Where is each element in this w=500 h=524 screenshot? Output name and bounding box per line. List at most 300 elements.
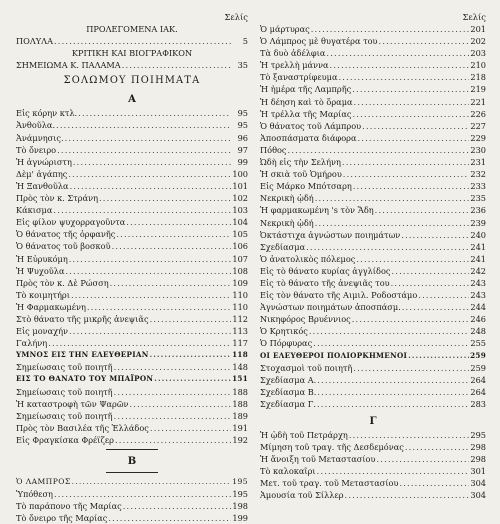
entry-title: Ὁ Πόρφυρας (260, 338, 313, 349)
index-entry (260, 217, 486, 229)
divider (106, 449, 158, 450)
divider (106, 472, 158, 473)
dot-leader (150, 313, 231, 325)
entry-title: Κάκισμα (16, 205, 53, 216)
entry-page-number: 95 (237, 120, 248, 131)
entry-page-number: 191 (232, 422, 248, 433)
entry-page-number: 246 (470, 314, 486, 325)
entry-title: Ὁ θάνατος τοῦ βοσκοῦ (16, 241, 111, 252)
dot-leader (391, 265, 469, 277)
entry-page-number: 259 (470, 350, 486, 360)
entry-page-number: 232 (470, 169, 486, 180)
entry-page-number: 110 (232, 289, 248, 300)
dot-leader (53, 204, 231, 216)
entry-page-number: 151 (232, 374, 248, 384)
entry-page-number: 226 (470, 108, 486, 119)
entry-page-number: 241 (470, 253, 486, 264)
entry-title: Ἡ τρελλὴ μάννα (260, 60, 329, 71)
entry-page-number: 108 (232, 265, 248, 276)
dot-leader (315, 192, 469, 204)
entry-title: Τὰ δυὸ ἀδέλφια (260, 48, 326, 59)
index-entry (260, 168, 486, 180)
entry-title: Σημείωσαις τοῦ ποιητῆ (16, 386, 113, 397)
entry-title: Ὑπόθεση (16, 489, 53, 500)
entry-title: Νικηφόρος Βρυέννιος (260, 314, 351, 325)
entry-title: Ὁ θάνατος τῆς ὀρφανῆς (16, 229, 116, 240)
dot-leader (375, 204, 469, 216)
index-entry (260, 253, 486, 265)
entry-title: Ὁ ἀνατολικὸς πόλεμος (260, 253, 356, 264)
entry-page-number: 298 (470, 454, 486, 465)
entry-page-number: 5 (242, 36, 248, 47)
dot-leader (110, 277, 231, 289)
entry-title: Νεκρικὴ ᾠδή (260, 193, 314, 204)
entry-title: Ἡ Ξανθοῦλα (16, 180, 69, 191)
dot-leader (313, 337, 469, 349)
index-entry (260, 265, 486, 277)
index-entry (16, 476, 248, 488)
right-column (260, 0, 486, 502)
dot-leader (115, 434, 231, 446)
entry-page-number: 188 (232, 386, 248, 397)
index-entry (260, 374, 486, 386)
page-column-header: Σελίς (224, 12, 248, 22)
entry-page-number: 231 (470, 157, 486, 168)
entry-page-number: 202 (470, 36, 486, 47)
entry-page-number: 113 (232, 326, 248, 337)
entry-title: Πρὸς τὸν κ. Δὲ Ρώσση (16, 277, 109, 288)
entry-title: Πρὸς τὸν Βασιλέα τῆς Ἑλλάδος (16, 422, 149, 433)
entry-page-number: 243 (470, 290, 486, 301)
entry-page-number: 236 (470, 205, 486, 216)
left-column (16, 0, 248, 524)
entry-page-number: 235 (470, 193, 486, 204)
entry-page-number: 35 (237, 60, 248, 71)
page-column-header: Σελίς (462, 12, 486, 22)
dot-leader (405, 441, 469, 453)
dot-leader (379, 35, 469, 47)
dot-leader (112, 240, 231, 252)
dot-leader (78, 107, 231, 119)
index-entry (260, 120, 486, 132)
index-entry (16, 398, 248, 410)
index-entry (16, 325, 248, 337)
index-entry (16, 289, 248, 301)
entry-title: Ἡ Εὐρυκόμη (16, 253, 68, 264)
entry-page-number: 243 (470, 277, 486, 288)
entry-title: Ἡ φαρμακωμένη 's τὸν Ἅδη (260, 205, 374, 216)
dot-leader (69, 325, 231, 337)
dot-leader (352, 313, 469, 325)
index-entry (260, 386, 486, 398)
index-entry (16, 512, 248, 524)
index-entry (16, 422, 248, 434)
entry-page-number: 99 (237, 156, 248, 167)
dot-leader (87, 301, 231, 313)
entry-title: Τὸ ξαναστρίφευμα (260, 72, 338, 83)
entry-title: Ὁ μάρτυρας (260, 24, 310, 34)
index-entry (16, 277, 248, 289)
dot-leader (408, 350, 469, 362)
dot-leader (72, 476, 231, 488)
index-entry (260, 350, 486, 362)
entry-page-number: 195 (232, 477, 248, 486)
dot-leader (317, 465, 469, 477)
entry-page-number: 248 (470, 326, 486, 337)
index-entry (260, 229, 486, 241)
entry-title: Ἡ ἀγνώριστη (16, 156, 72, 167)
dot-leader (317, 386, 469, 398)
index-entry (260, 398, 486, 410)
entry-page-number: 198 (232, 501, 248, 512)
dot-leader (69, 253, 231, 265)
entry-page-number: 107 (232, 253, 248, 264)
entry-page-number: 106 (232, 241, 248, 252)
index-entry (260, 192, 486, 204)
dot-leader (114, 410, 231, 422)
index-entry (260, 71, 486, 83)
entry-title: Σημείωσαις τοῦ ποιητῆ (16, 362, 113, 373)
section-letter-c: Γ (369, 416, 377, 427)
entry-title: Στὸ θάνατο τῆς μικρῆς ἀνεψιᾶς (16, 313, 149, 324)
entry-title: Ἡ ἄνοιξη τοῦ Μεταστασίου (260, 454, 376, 465)
entry-page-number: 110 (232, 301, 248, 312)
entry-page-number: 301 (470, 466, 486, 477)
index-entry (260, 289, 486, 301)
dot-leader (317, 374, 469, 386)
entry-title: Ἡ ᾠδὴ τοῦ Πετράρχη (260, 430, 348, 440)
index-entry (16, 216, 248, 228)
entry-page-number: 104 (232, 217, 248, 228)
entry-page-number: 101 (232, 180, 248, 191)
entry-page-number: 203 (470, 48, 486, 59)
index-entry (260, 23, 486, 35)
entry-page-number: 210 (470, 60, 486, 71)
index-entry (16, 192, 248, 204)
index-entry (260, 277, 486, 289)
index-entry (16, 107, 248, 119)
entry-title: Ὠδὴ εἰς τὴν Σελήνη (260, 157, 341, 168)
index-entry (16, 253, 248, 265)
dot-leader (108, 512, 231, 524)
entry-title: Ἀνάμνησις. (16, 132, 64, 143)
dot-leader (342, 156, 469, 168)
dot-leader (114, 361, 231, 373)
index-entry (260, 241, 486, 253)
section-title: ΣΟΛΩΜΟΥ ΠΟΙΗΜΑΤΑ (63, 75, 201, 87)
dot-leader (54, 35, 231, 47)
entry-title: Ὁ ΛΑΜΠΡΟΣ (16, 477, 71, 486)
dot-leader (352, 83, 469, 95)
index-entry (16, 180, 248, 192)
entry-page-number: 195 (232, 489, 248, 500)
entry-title: Ἡ δέηση καὶ τὸ ὅραμα (260, 96, 353, 107)
index-entry (260, 156, 486, 168)
dot-leader (123, 500, 231, 512)
index-entry (260, 465, 486, 477)
entry-page-number: 230 (470, 144, 486, 155)
dot-leader (326, 47, 469, 59)
index-entry (260, 35, 486, 47)
entry-title: ΥΜΝΟΣ ΕΙΣ ΤΗΝ ΕΛΕΥΘΕΡΙΑΝ (16, 350, 149, 360)
section-letter-b: Β (127, 456, 137, 467)
entry-page-number: 229 (470, 132, 486, 143)
entry-title: Ἡ τρέλλα τῆς Μαρίας (260, 108, 352, 119)
index-entry (16, 156, 248, 168)
entry-title: Πρὸς τὸν κ. Στράνη (16, 193, 98, 204)
entry-title: Εἰς φίλον ψυχορραγοῦντα (16, 217, 126, 228)
entry-title: Μετ. τοῦ τραγ. τοῦ Μεταστασίου (260, 478, 399, 489)
index-entry (16, 132, 248, 144)
entry-title: Στοχασμοὶ τοῦ ποιητῆ (260, 362, 353, 373)
index-entry (16, 228, 248, 240)
dot-leader (402, 301, 469, 313)
index-entry (260, 313, 486, 325)
dot-leader (343, 168, 469, 180)
index-entry (260, 59, 486, 71)
entry-title: Ἀποσπάσματα διάφορα (260, 132, 357, 143)
dot-leader (116, 228, 231, 240)
index-entry (16, 361, 248, 373)
index-entry (260, 301, 486, 313)
index-entry (16, 337, 248, 349)
dot-leader (306, 241, 469, 253)
dot-leader (338, 71, 469, 83)
entry-title: Σημείωσαις τοῦ ποιητῆ (16, 410, 113, 421)
entry-page-number: 259 (470, 362, 486, 373)
entry-title: Ἡ Ψυχοῦλα (16, 265, 65, 276)
dot-leader (317, 398, 469, 410)
dot-leader (401, 229, 469, 241)
index-entry (260, 325, 486, 337)
entry-page-number: 105 (232, 229, 248, 240)
entry-title: Σχεδίασμα Γ. (260, 398, 316, 409)
dot-leader (68, 168, 231, 180)
entry-page-number: 304 (470, 490, 486, 501)
entry-title: Ὁ θάνατος τοῦ Λάμπρου (260, 120, 362, 131)
index-entry (16, 373, 248, 385)
entry-page-number: 112 (232, 313, 248, 324)
dot-leader (54, 488, 231, 500)
entry-page-number: 188 (232, 398, 248, 409)
entry-title: Εἰς Φραγκίσκα Φρέϊζερ (16, 434, 114, 445)
index-entry (16, 265, 248, 277)
entry-title: Ἀνθοῦλα. (16, 120, 56, 131)
entry-title: Πόθος (260, 144, 287, 155)
index-entry (16, 240, 248, 252)
entry-title: Ἡ σκιὰ τοῦ Ὁμήρου (260, 169, 342, 180)
dot-leader (311, 23, 469, 35)
index-entry (16, 313, 248, 325)
entry-title: Ἀμουσία τοῦ Σίλλερ (260, 490, 344, 501)
entry-page-number: 241 (470, 241, 486, 252)
entry-page-number: 219 (470, 84, 486, 95)
entry-title: Ἡ καταστροφὴ τῶν Ψαρῶν (16, 398, 129, 409)
entry-title: Σχεδίασμα Α. (260, 374, 317, 385)
entry-page-number: 295 (470, 430, 486, 440)
index-entry (16, 144, 248, 156)
entry-title: Σχεδίασμα Β. (260, 386, 317, 397)
dot-leader (65, 265, 231, 277)
index-entry (16, 35, 248, 47)
index-entry (16, 59, 248, 71)
entry-title: Εἰς μοναχήν (16, 326, 68, 337)
entry-page-number: 103 (232, 205, 248, 216)
entry-page-number: 189 (232, 410, 248, 421)
dot-leader (399, 477, 469, 489)
entry-title: Τὸ ὄνειρο τῆς Μαρίας (16, 513, 108, 524)
dot-leader (358, 132, 470, 144)
entry-title: ΠΡΟΛΕΓΟΜΕΝΑ ΙΑΚ. (86, 24, 178, 34)
dot-leader (150, 349, 231, 361)
index-entry (260, 144, 486, 156)
dot-leader (288, 144, 469, 156)
entry-page-number: 97 (237, 144, 248, 155)
entry-title: Εἰς Μάρκο Μπότσαρη (260, 181, 352, 192)
index-entry (260, 441, 486, 453)
entry-page-number: 242 (470, 265, 486, 276)
index-entry (16, 204, 248, 216)
index-entry (16, 301, 248, 313)
entry-title: ΚΡΙΤΙΚΗ ΚΑΙ ΒΙΟΓΡΑΦΙΚΟΝ (71, 48, 193, 59)
index-entry (16, 168, 248, 180)
index-entry (260, 477, 486, 489)
section-letter-a: Α (128, 94, 136, 106)
index-entry (260, 96, 486, 108)
entry-page-number: 102 (232, 193, 248, 204)
index-entry (260, 337, 486, 349)
index-entry (16, 349, 248, 361)
entry-title: Ἡ ἡμέρα τῆς Λαμπρῆς (260, 84, 352, 95)
entry-page-number: 244 (470, 302, 486, 313)
dot-leader (376, 453, 469, 465)
index-entry (16, 434, 248, 446)
entry-title: Μίμηση τοῦ τραγ. τῆς Δεσδεμόνας (260, 442, 404, 453)
dot-leader (99, 192, 231, 204)
dot-leader (122, 59, 231, 71)
entry-title: Ἡ Φαρμακωμένη (16, 301, 86, 312)
entry-title: Τὸ καλοκαῖρι (260, 466, 316, 477)
index-entry (260, 429, 486, 441)
entry-page-number: 148 (232, 362, 248, 373)
entry-page-number: 239 (470, 217, 486, 228)
index-entry (16, 23, 248, 35)
index-entry (16, 488, 248, 500)
dot-leader (315, 217, 469, 229)
dot-leader (353, 180, 469, 192)
entry-title: Ἀγνώστων ποιημάτων ἀποσπάσμ. (260, 302, 401, 313)
index-entry (260, 108, 486, 120)
index-entry (260, 204, 486, 216)
index-entry (260, 47, 486, 59)
entry-title: Τὸ παράπονο τῆς Μαρίας (16, 501, 122, 512)
dot-leader (353, 108, 470, 120)
entry-title: Τὸ ὄνειρο (16, 144, 57, 155)
dot-leader (154, 373, 231, 385)
entry-title: Ὁ Λάμπρος μὲ θυγατέρα του (260, 36, 378, 47)
index-entry (16, 119, 248, 131)
index-entry (16, 500, 248, 512)
entry-page-number: 201 (470, 24, 486, 34)
index-entry (260, 132, 486, 144)
entry-title: Σχεδίασμα (260, 241, 306, 252)
entry-title: Εἰς κόρην κτλ. (16, 108, 78, 119)
entry-page-number: 298 (470, 442, 486, 453)
entry-page-number: 218 (470, 72, 486, 83)
index-entry (260, 180, 486, 192)
entry-title: Εἰς τὸ θάνατο κυρίας ἀγγλίδος (260, 265, 391, 276)
entry-page-number: 264 (470, 386, 486, 397)
dot-leader (48, 337, 231, 349)
dot-leader (418, 289, 469, 301)
entry-title: ΟΙ ΕΛΕΥΘΕΡΟΙ ΠΟΛΙΟΡΚΗΜΕΝΟΙ (260, 350, 408, 360)
entry-title: ΠΟΛΥΛΑ (16, 36, 53, 47)
entry-page-number: 255 (470, 338, 486, 349)
dot-leader (309, 325, 469, 337)
dot-leader (114, 386, 231, 398)
entry-page-number: 233 (470, 181, 486, 192)
dot-leader (57, 144, 231, 156)
dot-leader (71, 289, 231, 301)
dot-leader (150, 422, 231, 434)
entry-title: Ὀκτάστιχα ἀγνώστων ποιημάτων (260, 229, 401, 240)
entry-title: Τὸ κοιμητήρι (16, 289, 70, 300)
entry-page-number: 192 (232, 434, 248, 445)
index-entry (16, 410, 248, 422)
dot-leader (130, 398, 232, 410)
index-entry (260, 83, 486, 95)
entry-page-number: 264 (470, 374, 486, 385)
entry-page-number: 304 (470, 478, 486, 489)
entry-title: Εἰς τὸν θάνατο τῆς Αιμιλ. Ροδοστάμο (260, 290, 418, 301)
dot-leader (356, 253, 469, 265)
entry-page-number: 240 (470, 229, 486, 240)
dot-leader (354, 96, 469, 108)
entry-page-number: 199 (232, 513, 248, 524)
entry-page-number: 117 (232, 338, 248, 349)
dot-leader (391, 277, 469, 289)
dot-leader (362, 120, 469, 132)
entry-title: Ὁ Κρητικός (260, 326, 308, 337)
entry-page-number: 95 (237, 108, 248, 119)
dot-leader (65, 132, 231, 144)
dot-leader (73, 156, 231, 168)
dot-leader (330, 59, 469, 71)
dot-leader (70, 180, 231, 192)
entry-title: ΣΗΜΕΙΩΜΑ Κ. ΠΑΛΑΜΑ (16, 60, 121, 71)
dot-leader (56, 119, 231, 131)
dot-leader (353, 362, 469, 374)
entry-page-number: 100 (232, 168, 248, 179)
entry-title: Γαλήνη (16, 338, 48, 349)
dot-leader (126, 216, 231, 228)
entry-page-number: 96 (237, 132, 248, 143)
entry-page-number: 221 (470, 96, 486, 107)
entry-title: ΕΙΣ ΤΟ ΘΑΝΑΤΟ ΤΟΥ ΜΠΑΪΡΟΝ (16, 374, 154, 384)
index-entry (16, 47, 248, 59)
index-entry (260, 453, 486, 465)
entry-title: Νεκρικὴ ᾠδή (260, 217, 314, 228)
entry-title: Δὲμ' ἀγάπης (16, 168, 68, 179)
dot-leader (349, 429, 469, 441)
entry-page-number: 118 (232, 350, 248, 360)
index-entry (16, 386, 248, 398)
entry-page-number: 227 (470, 120, 486, 131)
entry-page-number: 283 (470, 398, 486, 409)
entry-title: Εἰς τὸ θάνατο τῆς ἀνεψιᾶς του (260, 277, 390, 288)
entry-page-number: 109 (232, 277, 248, 288)
index-entry (260, 362, 486, 374)
